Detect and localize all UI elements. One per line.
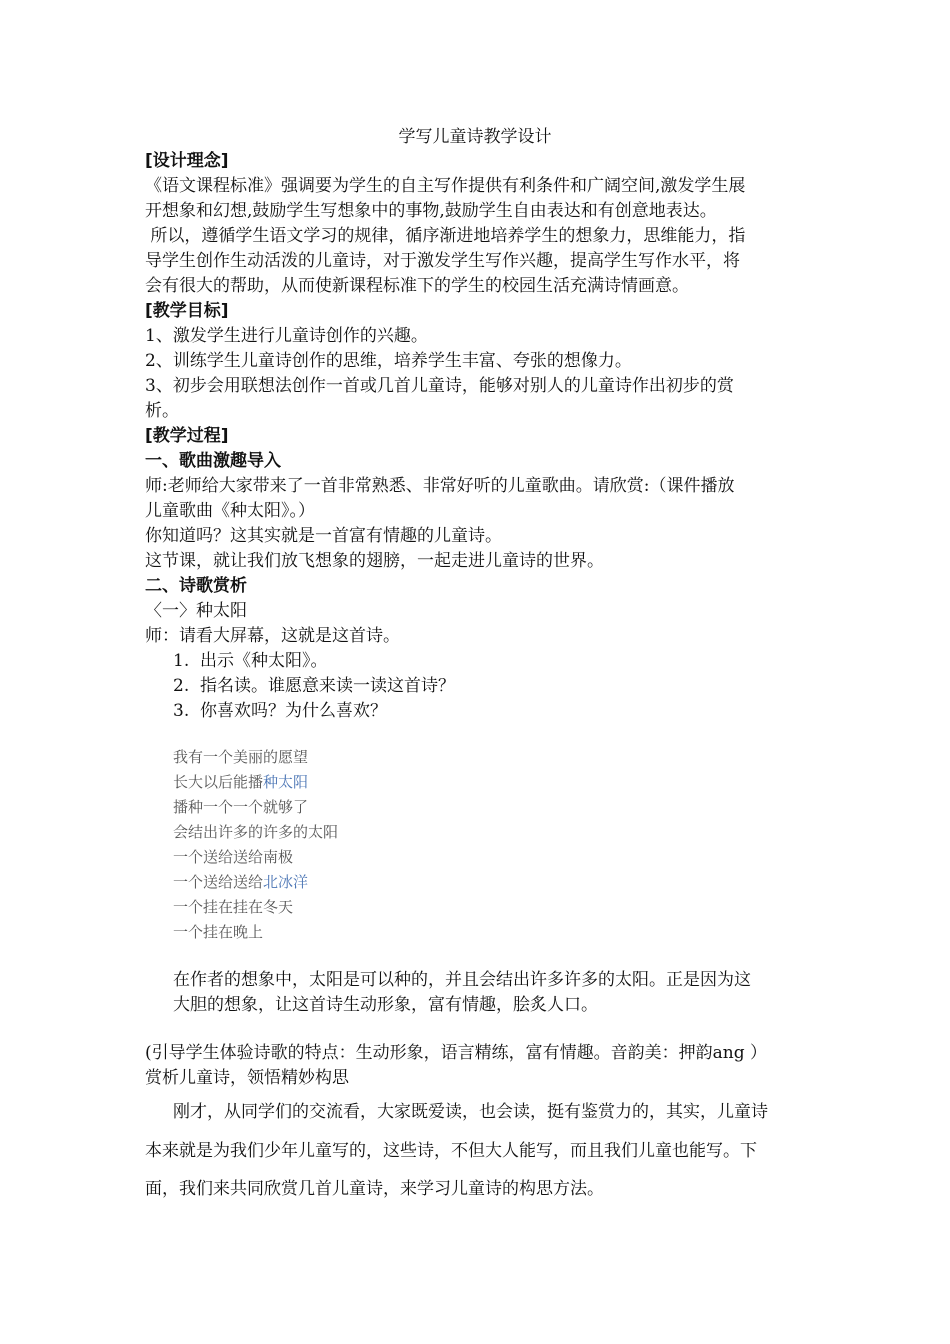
paragraph-line: (引导学生体验诗歌的特点：生动形象，语言精练，富有情趣。音韵美：押韵ang ） [145, 1043, 768, 1063]
paragraph-line: 面，我们来共同欣赏几首儿童诗，来学习儿童诗的构思方法。 [145, 1179, 604, 1199]
section-heading: 一、歌曲激趣导入 [145, 451, 281, 471]
paragraph-line: 大胆的想象，让这首诗生动形象，富有情趣，脍炙人口。 [173, 995, 598, 1015]
poem-line: 会结出许多的许多的太阳 [173, 823, 339, 841]
sub-heading: 〈一〉种太阳 [145, 601, 247, 621]
paragraph-line: 在作者的想象中，太阳是可以种的，并且会结出许多许多的太阳。正是因为这 [173, 970, 751, 990]
step-item: 1. 出示《种太阳》。 [173, 651, 328, 671]
poem-line: 播种一个一个就够了 [173, 798, 309, 816]
paragraph-line: 刚才，从同学们的交流看，大家既爱读，也会读，挺有鉴赏力的，其实，儿童诗 [173, 1102, 768, 1122]
heading-teaching-goals: [教学目标] [145, 301, 229, 321]
paragraph-line: 所以，遵循学生语文学习的规律，循序渐进地培养学生的想象力，思维能力，指 [145, 226, 746, 246]
goal-item: 1、激发学生进行儿童诗创作的兴趣。 [145, 326, 428, 346]
section-heading: 二、诗歌赏析 [145, 576, 247, 596]
paragraph-line: 导学生创作生动活泼的儿童诗，对于激发学生写作兴趣，提高学生写作水平，将 [145, 251, 740, 271]
poem-line: 我有一个美丽的愿望 [173, 748, 309, 766]
step-item: 3. 你喜欢吗？为什么喜欢？ [173, 701, 388, 721]
heading-design-concept: [设计理念] [145, 151, 229, 171]
step-item: 2. 指名读。谁愿意来读一读这首诗？ [173, 676, 456, 696]
goal-item: 析。 [145, 401, 179, 421]
paragraph-line: 儿童歌曲《种太阳》。） [145, 501, 315, 521]
poem-highlight: 北冰洋 [263, 873, 309, 891]
paragraph-line: 会有很大的帮助，从而使新课程标准下的学生的校园生活充满诗情画意。 [145, 276, 689, 296]
poem-line: 一个送给送给南极 [173, 848, 294, 866]
poem-line: 一个送给送给北冰洋 [173, 873, 309, 891]
page-title: 学写儿童诗教学设计 [398, 127, 552, 147]
poem-line: 一个挂在晚上 [173, 923, 264, 941]
paragraph-line: 师：请看大屏幕，这就是这首诗。 [145, 626, 400, 646]
paragraph-line: 你知道吗？这其实就是一首富有情趣的儿童诗。 [145, 526, 502, 546]
paragraph-line: 本来就是为我们少年儿童写的，这些诗，不但大人能写，而且我们儿童也能写。下 [145, 1141, 757, 1161]
goal-item: 2、训练学生儿童诗创作的思维，培养学生丰富、夸张的想像力。 [145, 351, 632, 371]
poem-line: 一个挂在挂在冬天 [173, 898, 294, 916]
goal-item: 3、初步会用联想法创作一首或几首儿童诗，能够对别人的儿童诗作出初步的赏 [145, 376, 734, 396]
paragraph-line: 开想象和幻想,鼓励学生写想象中的事物,鼓励学生自由表达和有创意地表达。 [145, 201, 717, 221]
paragraph-line: 这节课，就让我们放飞想象的翅膀，一起走进儿童诗的世界。 [145, 551, 604, 571]
poem-line: 长大以后能播种太阳 [173, 773, 309, 791]
paragraph-line: 师:老师给大家带来了一首非常熟悉、非常好听的儿童歌曲。请欣赏:（课件播放 [145, 476, 735, 496]
heading-teaching-process: [教学过程] [145, 426, 229, 446]
poem-highlight: 种太阳 [263, 773, 309, 791]
paragraph-line: 赏析儿童诗，领悟精妙构思 [145, 1068, 349, 1088]
paragraph-line: 《语文课程标准》强调要为学生的自主写作提供有利条件和广阔空间,激发学生展 [145, 176, 746, 196]
